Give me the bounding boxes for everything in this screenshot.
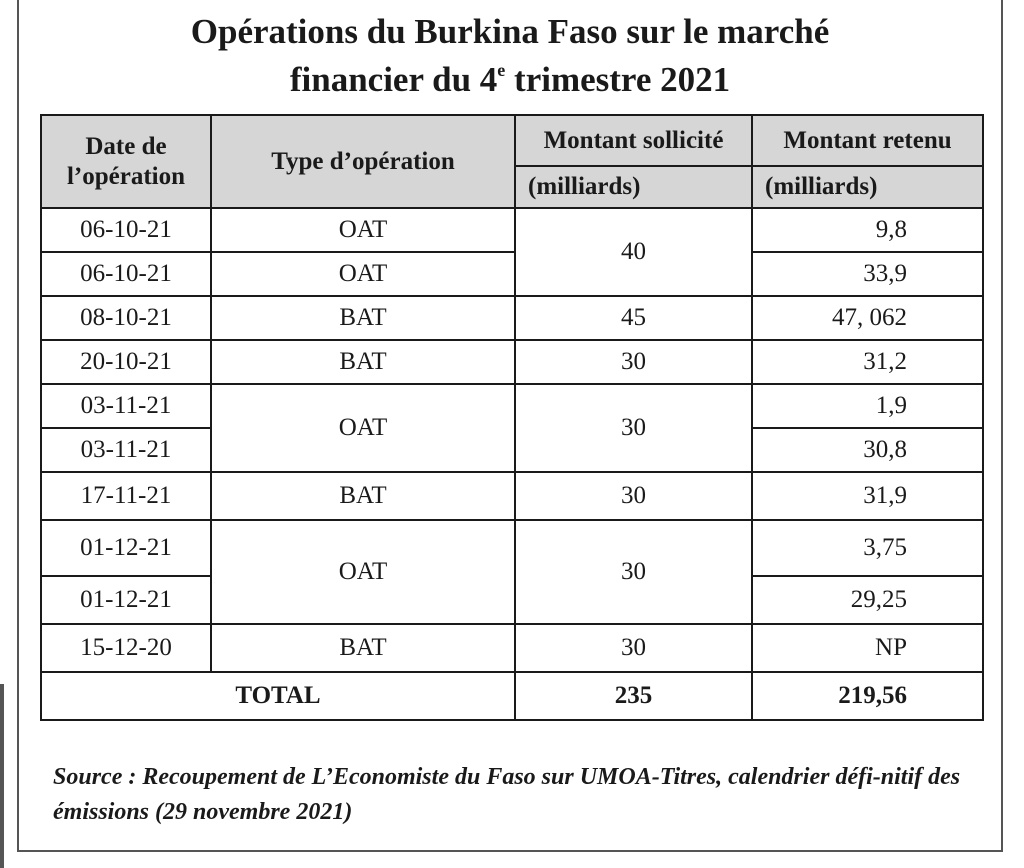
cell-date: 08-10-21 xyxy=(41,296,211,340)
table-row xyxy=(41,252,983,296)
table-row xyxy=(41,520,983,576)
cell-date: 01-12-21 xyxy=(41,576,211,624)
table-row xyxy=(41,624,983,672)
cell-sollicite: 30 xyxy=(515,520,752,624)
cell-type: OAT xyxy=(211,520,515,624)
cell-retenu: 29,25 xyxy=(752,576,983,624)
cell-sollicite: 30 xyxy=(515,624,752,672)
table-row xyxy=(41,384,983,428)
cell-date: 03-11-21 xyxy=(41,384,211,428)
table-row xyxy=(41,208,983,252)
cell-date: 06-10-21 xyxy=(41,208,211,252)
title-line-2-end: trimestre 2021 xyxy=(505,60,731,99)
total-sollicite: 235 xyxy=(515,672,752,720)
cell-date: 03-11-21 xyxy=(41,428,211,472)
page-edge-rule xyxy=(0,684,4,868)
cell-retenu: 31,9 xyxy=(752,472,983,520)
cell-sollicite: 30 xyxy=(515,384,752,472)
cell-retenu: 33,9 xyxy=(752,252,983,296)
cell-type: BAT xyxy=(211,296,515,340)
header-retenu: Montant retenu xyxy=(752,115,983,166)
table-title xyxy=(17,8,1003,104)
table-row xyxy=(41,340,983,384)
header-type: Type d’opération xyxy=(211,115,515,208)
cell-type: OAT xyxy=(211,208,515,252)
title-superscript: e xyxy=(497,60,506,80)
total-label: TOTAL xyxy=(41,672,515,720)
cell-date: 01-12-21 xyxy=(41,520,211,576)
cell-type: BAT xyxy=(211,340,515,384)
cell-retenu: 30,8 xyxy=(752,428,983,472)
cell-date: 06-10-21 xyxy=(41,252,211,296)
title-line-2-start: financier du 4 xyxy=(289,60,498,99)
cell-type: OAT xyxy=(211,384,515,472)
cell-sollicite: 45 xyxy=(515,296,752,340)
cell-sollicite: 30 xyxy=(515,340,752,384)
cell-date: 17-11-21 xyxy=(41,472,211,520)
operations-table xyxy=(40,114,984,721)
cell-retenu: 31,2 xyxy=(752,340,983,384)
cell-type: BAT xyxy=(211,624,515,672)
header-sollicite-unit: (milliards) xyxy=(515,166,752,208)
header-retenu-unit: (milliards) xyxy=(752,166,983,208)
total-retenu: 219,56 xyxy=(752,672,983,720)
cell-retenu: 3,75 xyxy=(752,520,983,576)
header-date-line-2: l’opération xyxy=(66,162,186,190)
cell-date: 20-10-21 xyxy=(41,340,211,384)
cell-sollicite: 30 xyxy=(515,472,752,520)
header-sollicite: Montant sollicité xyxy=(515,115,752,166)
table-row xyxy=(41,472,983,520)
cell-retenu: NP xyxy=(752,624,983,672)
cell-retenu: 47, 062 xyxy=(752,296,983,340)
cell-date: 15-12-20 xyxy=(41,624,211,672)
cell-retenu: 9,8 xyxy=(752,208,983,252)
total-row xyxy=(41,672,983,720)
cell-retenu: 1,9 xyxy=(752,384,983,428)
table-row xyxy=(41,296,983,340)
source-note: Source : Recoupement de L’Economiste du Faso sur UMOA-Titres, calendrier défi-nitif des émissions (29 novembre 2021) xyxy=(53,764,961,825)
cell-type: OAT xyxy=(211,252,515,296)
cell-sollicite: 40 xyxy=(515,208,752,296)
title-line-1: Opérations du Burkina Faso sur le marché xyxy=(190,12,830,51)
header-date-line-1: Date de xyxy=(85,132,167,160)
cell-type: BAT xyxy=(211,472,515,520)
header-date xyxy=(41,115,211,208)
header-row-1 xyxy=(41,115,983,166)
title-line-2 xyxy=(17,56,1003,104)
